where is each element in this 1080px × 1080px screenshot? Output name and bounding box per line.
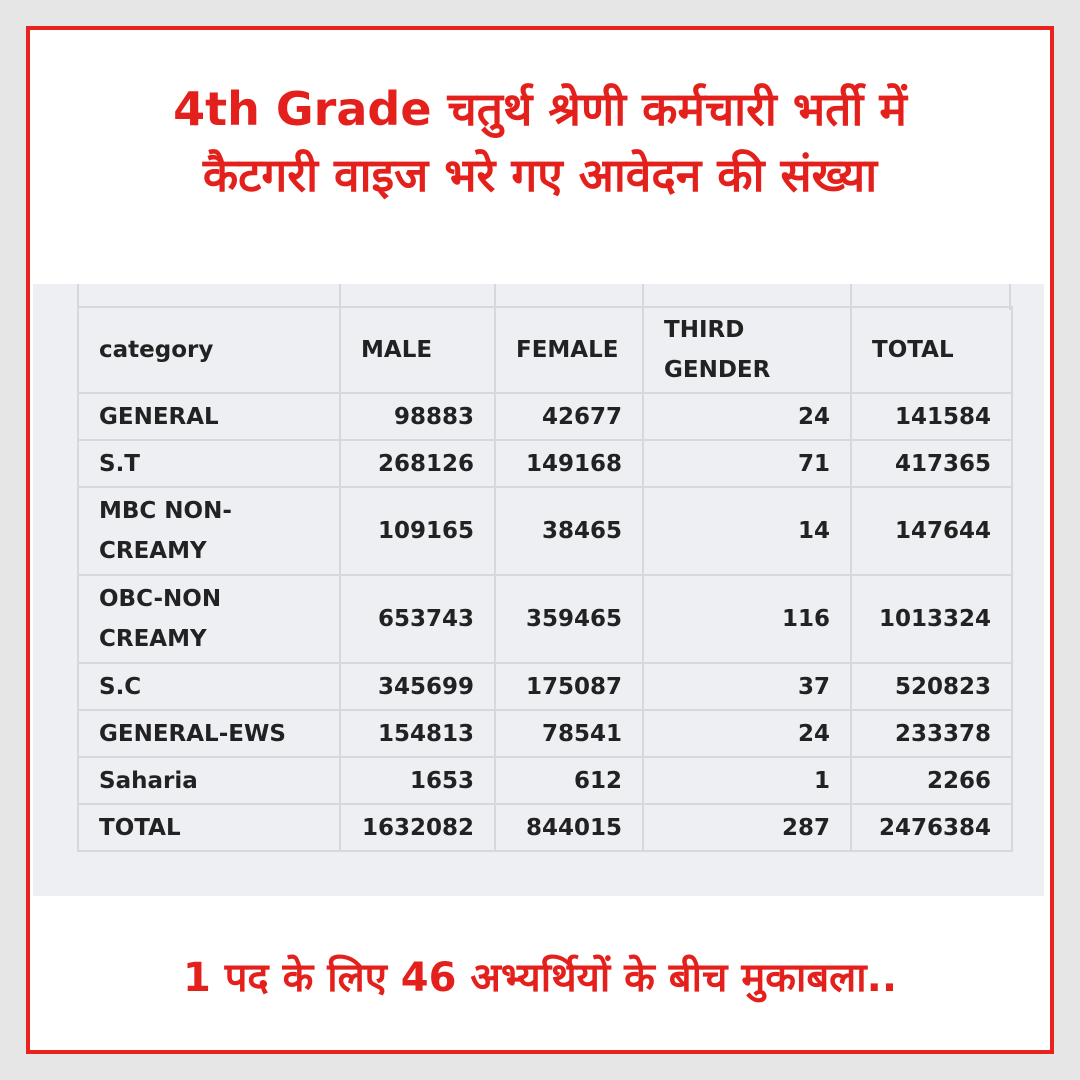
- cell-category: GENERAL: [78, 393, 340, 440]
- cell-category: S.T: [78, 440, 340, 487]
- cell-total: 520823: [851, 663, 1012, 710]
- cell-third-gender: 24: [643, 710, 851, 757]
- cell-male: 98883: [340, 393, 495, 440]
- cell-female: 149168: [495, 440, 643, 487]
- cell-male: 653743: [340, 575, 495, 663]
- post-frame: [26, 26, 1054, 1054]
- footer-caption: 1 पद के लिए 46 अभ्यर्थियों के बीच मुकाबला..: [182, 955, 898, 1001]
- headline-line-2: कैटगरी वाइज भरे गए आवेदन की संख्या: [202, 148, 878, 202]
- table-row: [78, 440, 1012, 487]
- cell-third-gender: 116: [643, 575, 851, 663]
- cell-total: 2476384: [851, 804, 1012, 851]
- cell-female: 78541: [495, 710, 643, 757]
- headline-line-1: 4th Grade चतुर्थ श्रेणी कर्मचारी भर्ती में: [173, 82, 907, 136]
- table-row: [78, 487, 1012, 575]
- applications-table: [77, 306, 1013, 852]
- cell-total: 147644: [851, 487, 1012, 575]
- header-male: MALE: [340, 307, 495, 393]
- header-third-gender: [643, 307, 851, 393]
- cell-third-gender: 287: [643, 804, 851, 851]
- cell-category: [78, 487, 340, 575]
- cell-total: 233378: [851, 710, 1012, 757]
- header-total: TOTAL: [851, 307, 1012, 393]
- table-row: [78, 575, 1012, 663]
- header-third-gender-line-1: THIRD: [664, 317, 745, 343]
- table-row: [78, 710, 1012, 757]
- cell-total: 417365: [851, 440, 1012, 487]
- cell-third-gender: 37: [643, 663, 851, 710]
- cell-male: 154813: [340, 710, 495, 757]
- cell-category: Saharia: [78, 757, 340, 804]
- cell-category: [78, 575, 340, 663]
- cell-third-gender: 71: [643, 440, 851, 487]
- cell-third-gender: 1: [643, 757, 851, 804]
- cell-male: 268126: [340, 440, 495, 487]
- cell-category: TOTAL: [78, 804, 340, 851]
- table-row: [78, 393, 1012, 440]
- cell-total: 1013324: [851, 575, 1012, 663]
- cell-category: S.C: [78, 663, 340, 710]
- cell-female: 42677: [495, 393, 643, 440]
- cell-category-line-2: CREAMY: [99, 626, 207, 652]
- cell-category-line-1: OBC-NON: [99, 586, 222, 612]
- cell-male: 109165: [340, 487, 495, 575]
- headline: [30, 76, 1050, 208]
- cell-total: 2266: [851, 757, 1012, 804]
- header-female: FEMALE: [495, 307, 643, 393]
- cell-male: 1632082: [340, 804, 495, 851]
- cell-third-gender: 24: [643, 393, 851, 440]
- cell-female: 175087: [495, 663, 643, 710]
- table-total-row: [78, 804, 1012, 851]
- table-row: [78, 663, 1012, 710]
- cell-total: 141584: [851, 393, 1012, 440]
- cell-female: 844015: [495, 804, 643, 851]
- header-category: category: [78, 307, 340, 393]
- cell-female: 38465: [495, 487, 643, 575]
- table-panel: [33, 284, 1044, 896]
- header-third-gender-line-2: GENDER: [664, 357, 771, 383]
- cell-category-line-1: MBC NON-: [99, 498, 232, 524]
- cell-category-line-2: CREAMY: [99, 538, 207, 564]
- cell-third-gender: 14: [643, 487, 851, 575]
- cell-male: 1653: [340, 757, 495, 804]
- cell-category: GENERAL-EWS: [78, 710, 340, 757]
- table-row: [78, 757, 1012, 804]
- table-header-row: [78, 307, 1012, 393]
- cell-male: 345699: [340, 663, 495, 710]
- cell-female: 612: [495, 757, 643, 804]
- cell-female: 359465: [495, 575, 643, 663]
